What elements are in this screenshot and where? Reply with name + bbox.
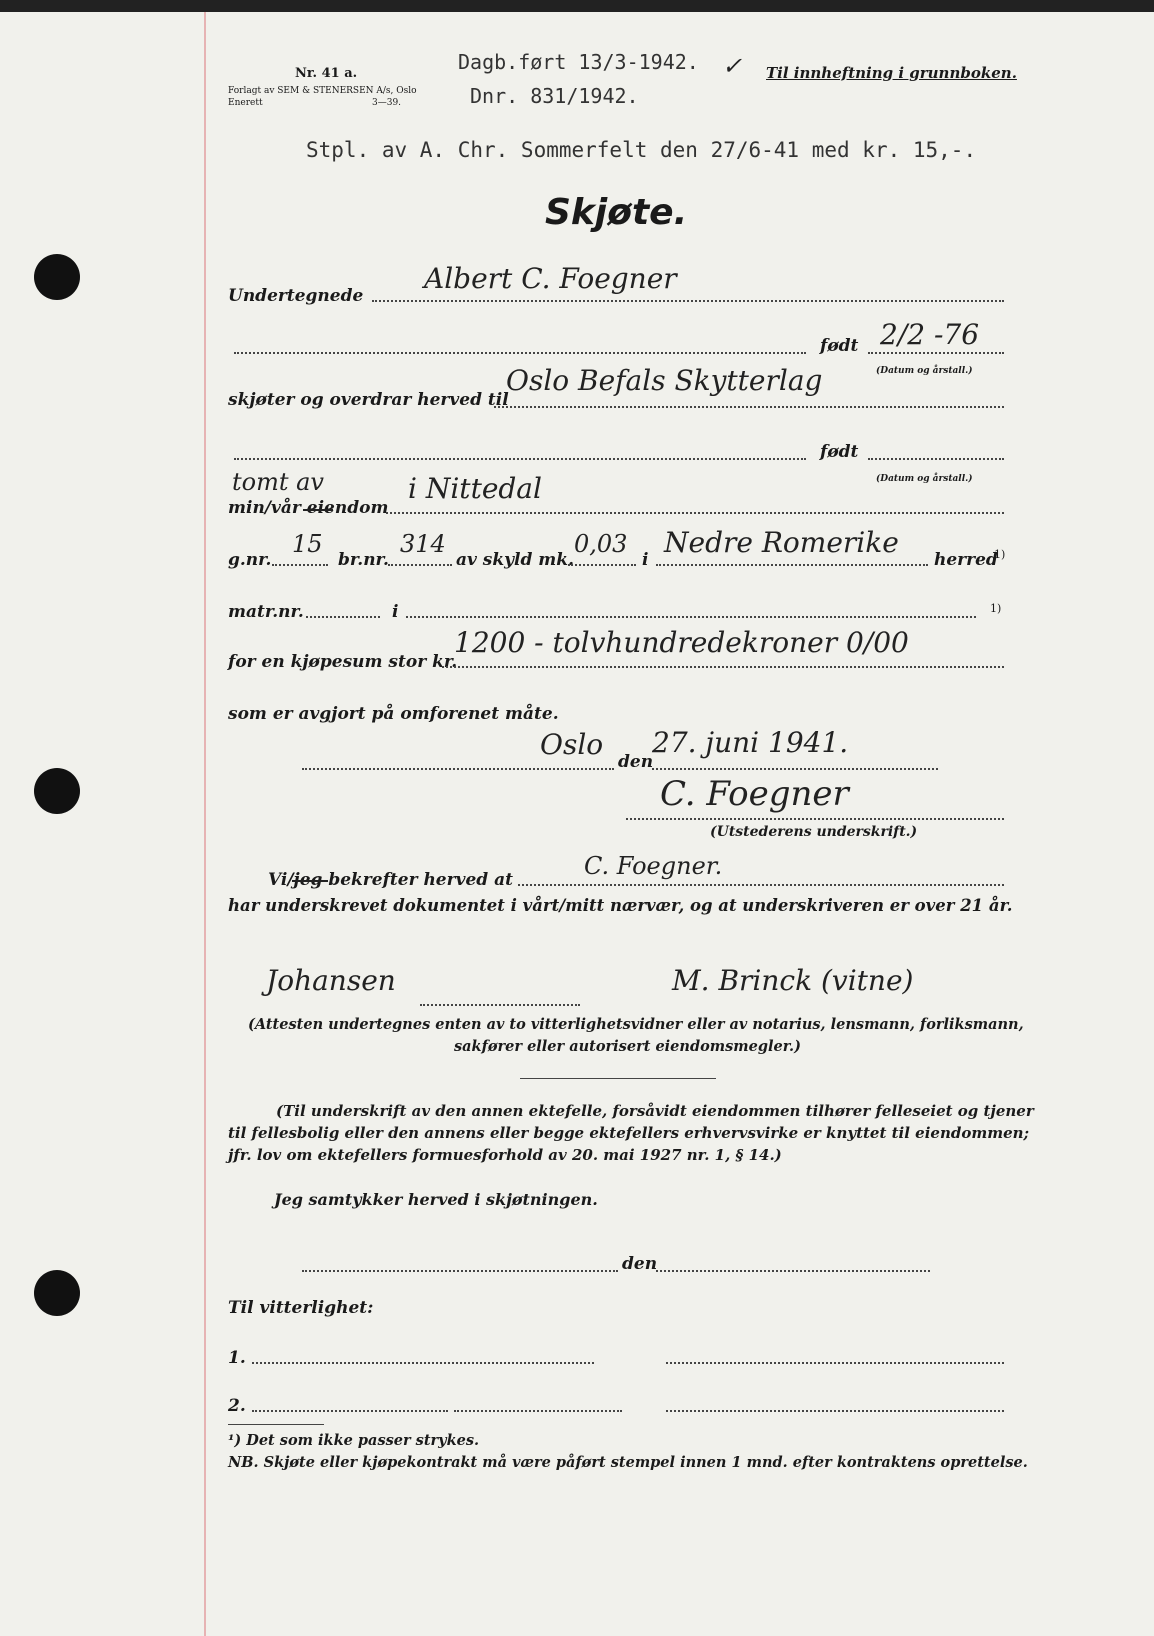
matr-i-line [406,616,976,618]
publisher-enerett: Enerett [228,98,263,108]
gnr-value: 15 [292,530,323,558]
skyld-label: av skyld mk. [456,550,574,570]
eiendom-line [386,512,1004,514]
date-value: 27. juni 1941. [652,726,849,759]
fodt-line-2 [868,458,1004,460]
den2-label: den [622,1254,658,1274]
footnote-mark-2: 1) [990,602,1002,615]
datum-note-1: (Datum og årstall.) [876,366,973,376]
fodt-label-2: født [820,442,859,462]
document-number: Dnr. 831/1942. [470,84,639,108]
skyld-value: 0,03 [574,530,628,558]
publisher-date: 3—39. [372,98,402,108]
grunnbok-note: Til innheftning i grunnboken. [766,64,1017,82]
place-value: Oslo [540,728,604,761]
strike-var [303,509,333,511]
stamp-note: Stpl. av A. Chr. Sommerfelt den 27/6-41 med kr. 15,-. [306,138,977,162]
row4-line [234,458,806,460]
footnote-rule [228,1424,324,1425]
document-title: Skjøte. [545,192,688,233]
dagbok-entry: Dagb.ført 13/3-1942. [458,50,699,74]
margin-line [204,12,206,1636]
fodt-value-1: 2/2 -76 [880,318,980,351]
row2-line [234,352,806,354]
witness-2-signature: M. Brinck (vitne) [672,964,914,997]
attest-note-2: sakfører eller autorisert eiendomsmegler.) [454,1038,801,1055]
kjopesum-value: 1200 - tolvhundredekroner 0/00 [454,626,909,659]
brnr-value: 314 [400,530,446,558]
i-label: i [642,550,649,570]
bekrefter-value: C. Foegner. [584,852,723,880]
footnote-nb: NB. Skjøte eller kjøpekontrakt må være påført stempel innen 1 mnd. efter kontraktens oprettelse. [228,1454,1028,1471]
avgjort-label: som er avgjort på omforenet måte. [228,704,559,724]
den2-date-line [656,1270,930,1272]
skyld-line [568,564,636,566]
eiendom-value: i Nittedal [408,472,542,505]
gnr-label: g.nr. [228,550,272,570]
publisher-line: Forlagt av SEM & STENERSEN A/s, Oslo [228,86,417,96]
vitne-2-line-b [454,1410,622,1412]
separator-rule [520,1078,716,1079]
vitne-1-label: 1. [228,1348,246,1368]
bekrefter-label: Vi/jeg bekrefter herved at [268,870,513,890]
vitne-1-line-a [252,1362,594,1364]
witness-1-line [420,1004,580,1006]
undertegnede-value: Albert C. Foegner [424,262,677,295]
kjopesum-label: for en kjøpesum stor kr. [228,652,458,672]
footnote-1: ¹) Det som ikke passer strykes. [228,1432,480,1449]
vitne-2-line-a [252,1410,448,1412]
den2-place-line [302,1270,618,1272]
undertegnede-label: Undertegnede [228,286,364,306]
punch-hole-top [34,254,80,300]
footnote-mark-1: 1) [994,548,1006,561]
datum-note-2: (Datum og årstall.) [876,474,973,484]
brnr-label: br.nr. [338,550,389,570]
signature-line [626,818,1004,820]
signature-value: C. Foegner [660,774,849,814]
strike-jeg [292,880,328,882]
undertegnede-line [372,300,1004,302]
vitterlighet-label: Til vitterlighet: [228,1298,374,1318]
matr-label: matr.nr. [228,602,304,622]
gnr-line [272,564,328,566]
den-label: den [618,752,654,772]
scan-top-edge [0,0,1154,12]
place-line [302,768,614,770]
witness-1-signature: Johansen [266,964,396,997]
bekrefter-line [518,884,1004,886]
date-line [652,768,938,770]
skjoter-value: Oslo Befals Skytterlag [506,364,823,397]
skjoter-label: skjøter og overdrar herved til [228,390,509,410]
ektefelle-note-3: jfr. lov om ektefellers formuesforhold av 20. mai 1927 nr. 1, § 14.) [228,1146,782,1164]
punch-hole-bottom [34,1270,80,1316]
herred-value: Nedre Romerike [664,526,899,559]
tomt-value: tomt av [232,468,324,496]
kjopesum-line [442,666,1004,668]
fodt-line-1 [868,352,1004,354]
herred-line [656,564,928,566]
underskrevet-text: har underskrevet dokumentet i vårt/mitt nærvær, og at underskriveren er over 21 år. [228,896,1013,915]
samtykker-label: Jeg samtykker herved i skjøtningen. [274,1190,598,1209]
utsteder-label: (Utstederens underskrift.) [710,824,918,840]
ektefelle-note-2: til fellesbolig eller den annens eller begge ektefellers erhvervsvirke er knyttet til eiendommen; [228,1124,1030,1142]
brnr-line [388,564,452,566]
punch-hole-middle [34,768,80,814]
vitne-2-line-c [666,1410,1004,1412]
vitne-2-label: 2. [228,1396,246,1416]
form-number: Nr. 41 a. [295,66,358,81]
fodt-label-1: født [820,336,859,356]
document-page [0,12,1154,1636]
skjoter-line [494,406,1004,408]
eiendom-label: min/vår eiendom [228,498,389,518]
herred-label: herred [934,550,998,570]
vitne-1-line-b [666,1362,1004,1364]
check-mark: ✓ [722,52,743,80]
ektefelle-note-1: (Til underskrift av den annen ektefelle, forsåvidt eiendommen tilhører felleseiet og tjener [276,1102,1034,1120]
attest-note-1: (Attesten undertegnes enten av to vitterlighetsvidner eller av notarius, lensmann, forliksmann, [248,1016,1024,1033]
matr-line [306,616,380,618]
matr-i-label: i [392,602,399,622]
